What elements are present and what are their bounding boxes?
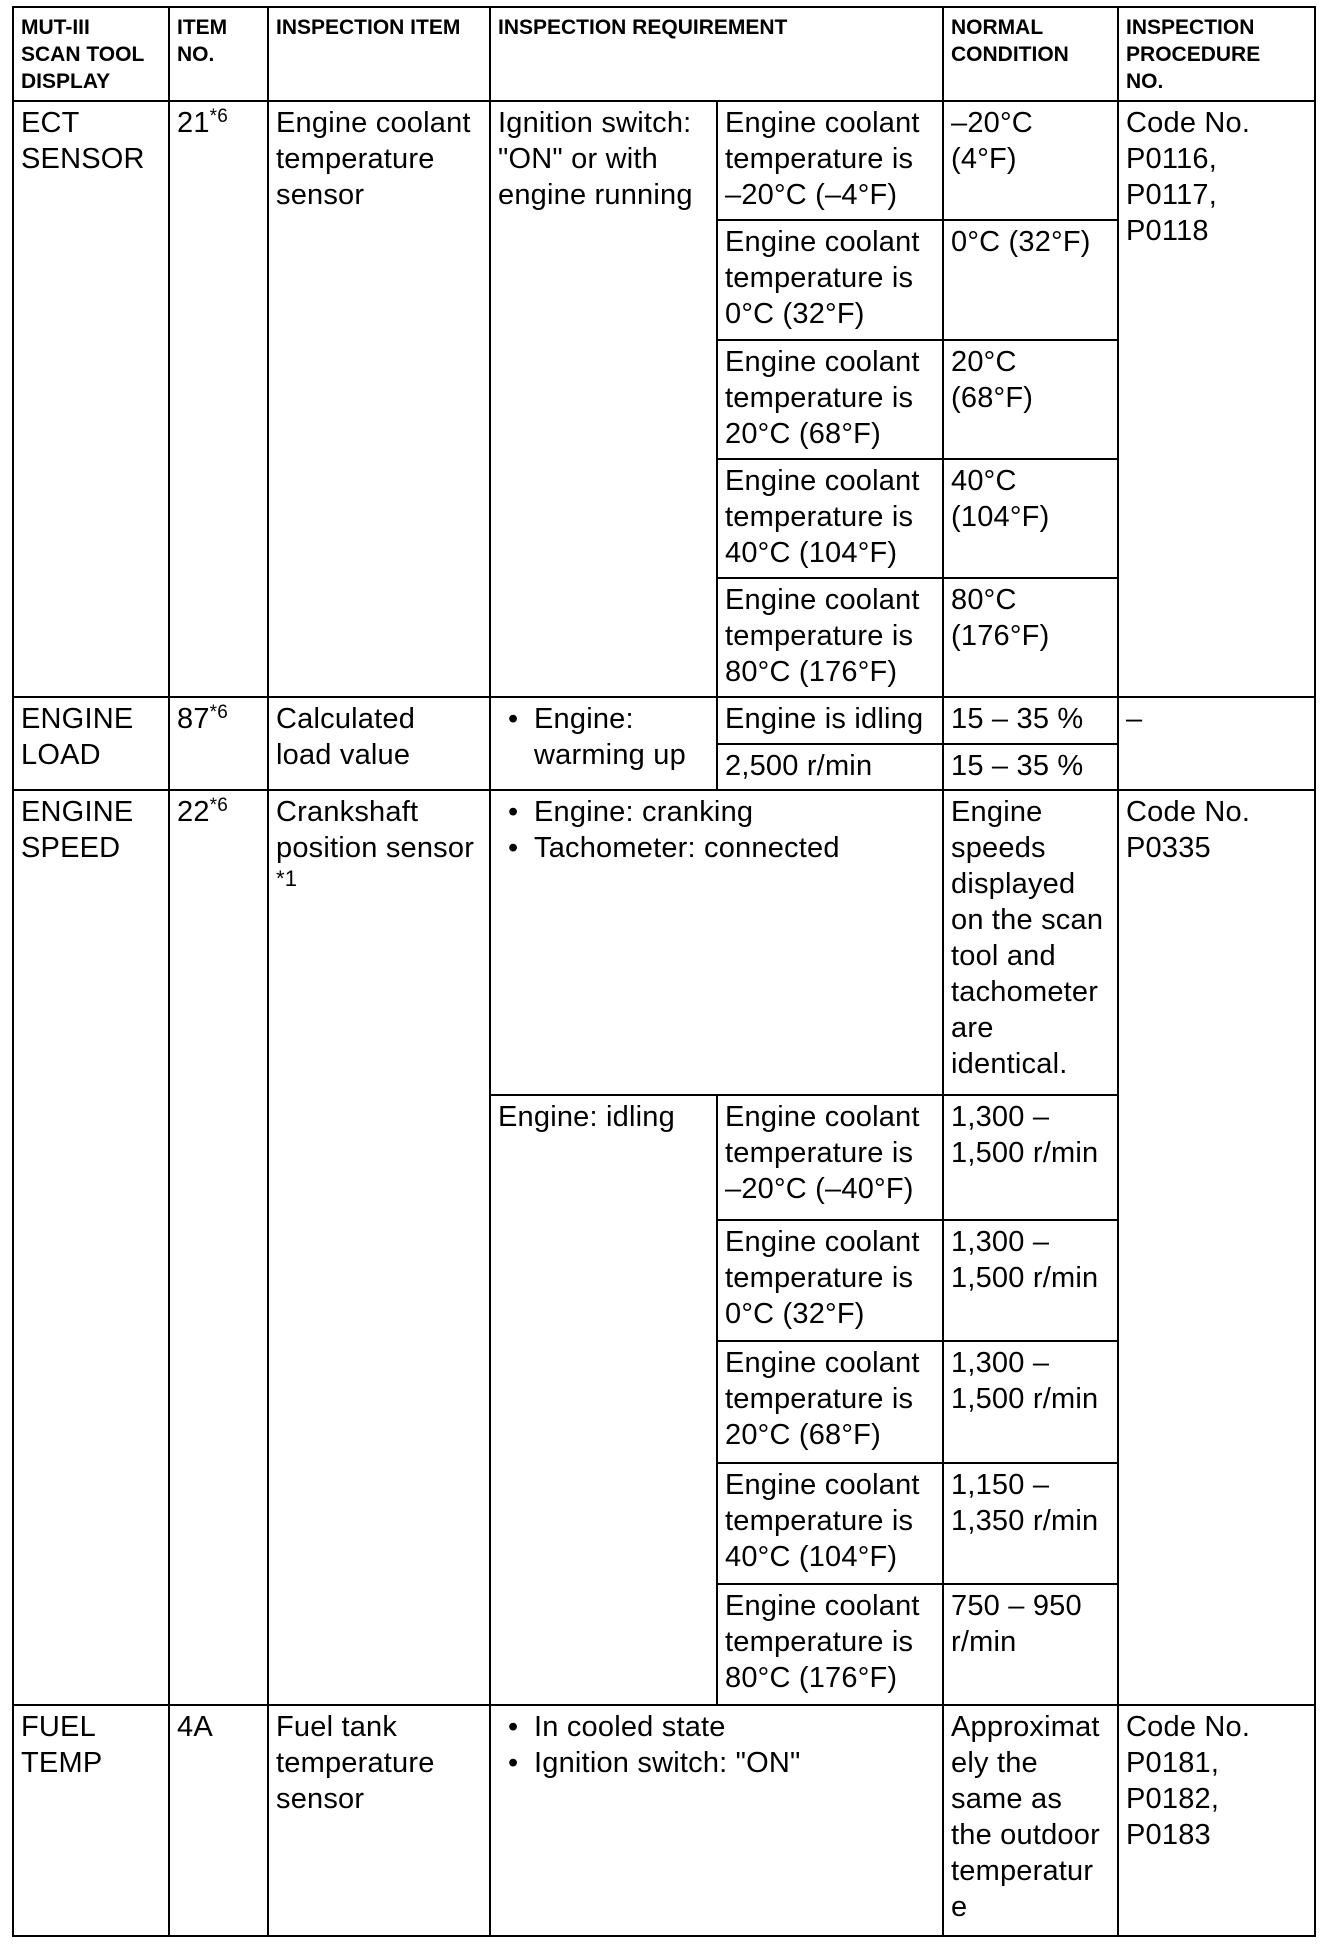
- speed-condition-requirement: Engine coolant temperature is 80°C (176°F): [717, 1584, 943, 1705]
- ect-condition-requirement: Engine coolant temperature is 0°C (32°F): [717, 220, 943, 339]
- load-inspection-item: Calculated load value: [268, 697, 490, 790]
- speed-cranking-normal: Engine speeds displayed on the scan tool and tachometer are identical.: [943, 790, 1118, 1094]
- speed-normal-condition: 1,150 – 1,350 r/min: [943, 1463, 1118, 1584]
- fuel-inspection-item: Fuel tank temperature sensor: [268, 1705, 490, 1936]
- list-item: • Tachometer: connected: [534, 830, 935, 866]
- speed-item-footnote: *6: [209, 795, 229, 817]
- ect-normal-condition: 0°C (32°F): [943, 220, 1118, 339]
- speed-condition-requirement: Engine coolant temperature is 40°C (104°F): [717, 1463, 943, 1584]
- fuel-normal-condition: Approximat ely the same as the outdoor temperatur e: [943, 1705, 1118, 1936]
- speed-item-note: *1: [276, 866, 298, 892]
- load-normal-condition: 15 – 35 %: [943, 697, 1118, 744]
- list-item: • Engine: cranking: [534, 794, 935, 830]
- ect-procedure: Code No. P0116, P0117, P0118: [1118, 101, 1315, 697]
- load-requirement-bullet: • Engine: warming up: [534, 701, 709, 773]
- ect-item-no: 21$^{*6}$: [169, 101, 268, 697]
- load-procedure: –: [1118, 697, 1315, 790]
- speed-item-no: 22$^{*6}$: [169, 790, 268, 1705]
- inspection-table: [12, 6, 1316, 1937]
- speed-normal-condition: 750 – 950 r/min: [943, 1584, 1118, 1705]
- header-row: [13, 7, 1315, 101]
- header-item-no: ITEM NO.: [169, 7, 268, 101]
- list-item: • Ignition switch: "ON": [534, 1745, 935, 1781]
- ect-normal-condition: 20°C (68°F): [943, 340, 1118, 459]
- ect-condition-requirement: Engine coolant temperature is 80°C (176°F): [717, 578, 943, 697]
- load-condition-requirement: 2,500 r/min: [717, 744, 943, 791]
- speed-normal-condition: 1,300 – 1,500 r/min: [943, 1220, 1118, 1341]
- list-item: • In cooled state: [534, 1709, 935, 1745]
- load-display: ENGINE LOAD: [13, 697, 169, 790]
- speed-normal-condition: 1,300 – 1,500 r/min: [943, 1095, 1118, 1220]
- fuel-item-no: 4A: [169, 1705, 268, 1936]
- fuel-display: FUEL TEMP: [13, 1705, 169, 1936]
- load-normal-condition: 15 – 35 %: [943, 744, 1118, 791]
- ect-condition-requirement: Engine coolant temperature is 40°C (104°F): [717, 459, 943, 578]
- table-row: [13, 790, 1315, 1094]
- speed-item-text: Crankshaft position sensor: [276, 796, 475, 865]
- header-inspection-item: INSPECTION ITEM: [268, 7, 490, 101]
- load-item-footnote: *6: [209, 702, 229, 724]
- speed-condition-requirement: Engine coolant temperature is 20°C (68°F): [717, 1341, 943, 1462]
- speed-procedure: Code No. P0335: [1118, 790, 1315, 1705]
- ect-normal-condition: 40°C (104°F): [943, 459, 1118, 578]
- header-inspection-requirement: INSPECTION REQUIREMENT: [490, 7, 943, 101]
- header-scan-tool-display: MUT-III SCAN TOOL DISPLAY: [13, 7, 169, 101]
- ect-inspection-item: Engine coolant temperature sensor: [268, 101, 490, 697]
- ect-display: ECT SENSOR: [13, 101, 169, 697]
- ect-condition-requirement: Engine coolant temperature is 20°C (68°F): [717, 340, 943, 459]
- fuel-requirement: [490, 1705, 943, 1936]
- header-normal-condition: NORMAL CONDITION: [943, 7, 1118, 101]
- header-procedure-no: INSPECTION PROCEDURE NO.: [1118, 7, 1315, 101]
- table-row: [13, 697, 1315, 744]
- speed-cranking-requirement: [490, 790, 943, 1094]
- speed-display: ENGINE SPEED: [13, 790, 169, 1705]
- load-requirement: [490, 697, 717, 790]
- fuel-procedure: Code No. P0181, P0182, P0183: [1118, 1705, 1315, 1936]
- speed-idling-requirement: Engine: idling: [490, 1095, 717, 1706]
- load-condition-requirement: Engine is idling: [717, 697, 943, 744]
- speed-condition-requirement: Engine coolant temperature is 0°C (32°F): [717, 1220, 943, 1341]
- speed-inspection-item: [268, 790, 490, 1705]
- ect-condition-requirement: Engine coolant temperature is –20°C (–4°F): [717, 101, 943, 220]
- load-item-no: 87$^{*6}$: [169, 697, 268, 790]
- ect-requirement: Ignition switch: "ON" or with engine running: [490, 101, 717, 697]
- speed-normal-condition: 1,300 – 1,500 r/min: [943, 1341, 1118, 1462]
- ect-item-footnote: *6: [209, 106, 229, 127]
- table-row: [13, 1705, 1315, 1936]
- ect-normal-condition: –20°C (4°F): [943, 101, 1118, 220]
- ect-normal-condition: 80°C (176°F): [943, 578, 1118, 697]
- table-row: [13, 101, 1315, 220]
- speed-condition-requirement: Engine coolant temperature is –20°C (–40°F): [717, 1095, 943, 1220]
